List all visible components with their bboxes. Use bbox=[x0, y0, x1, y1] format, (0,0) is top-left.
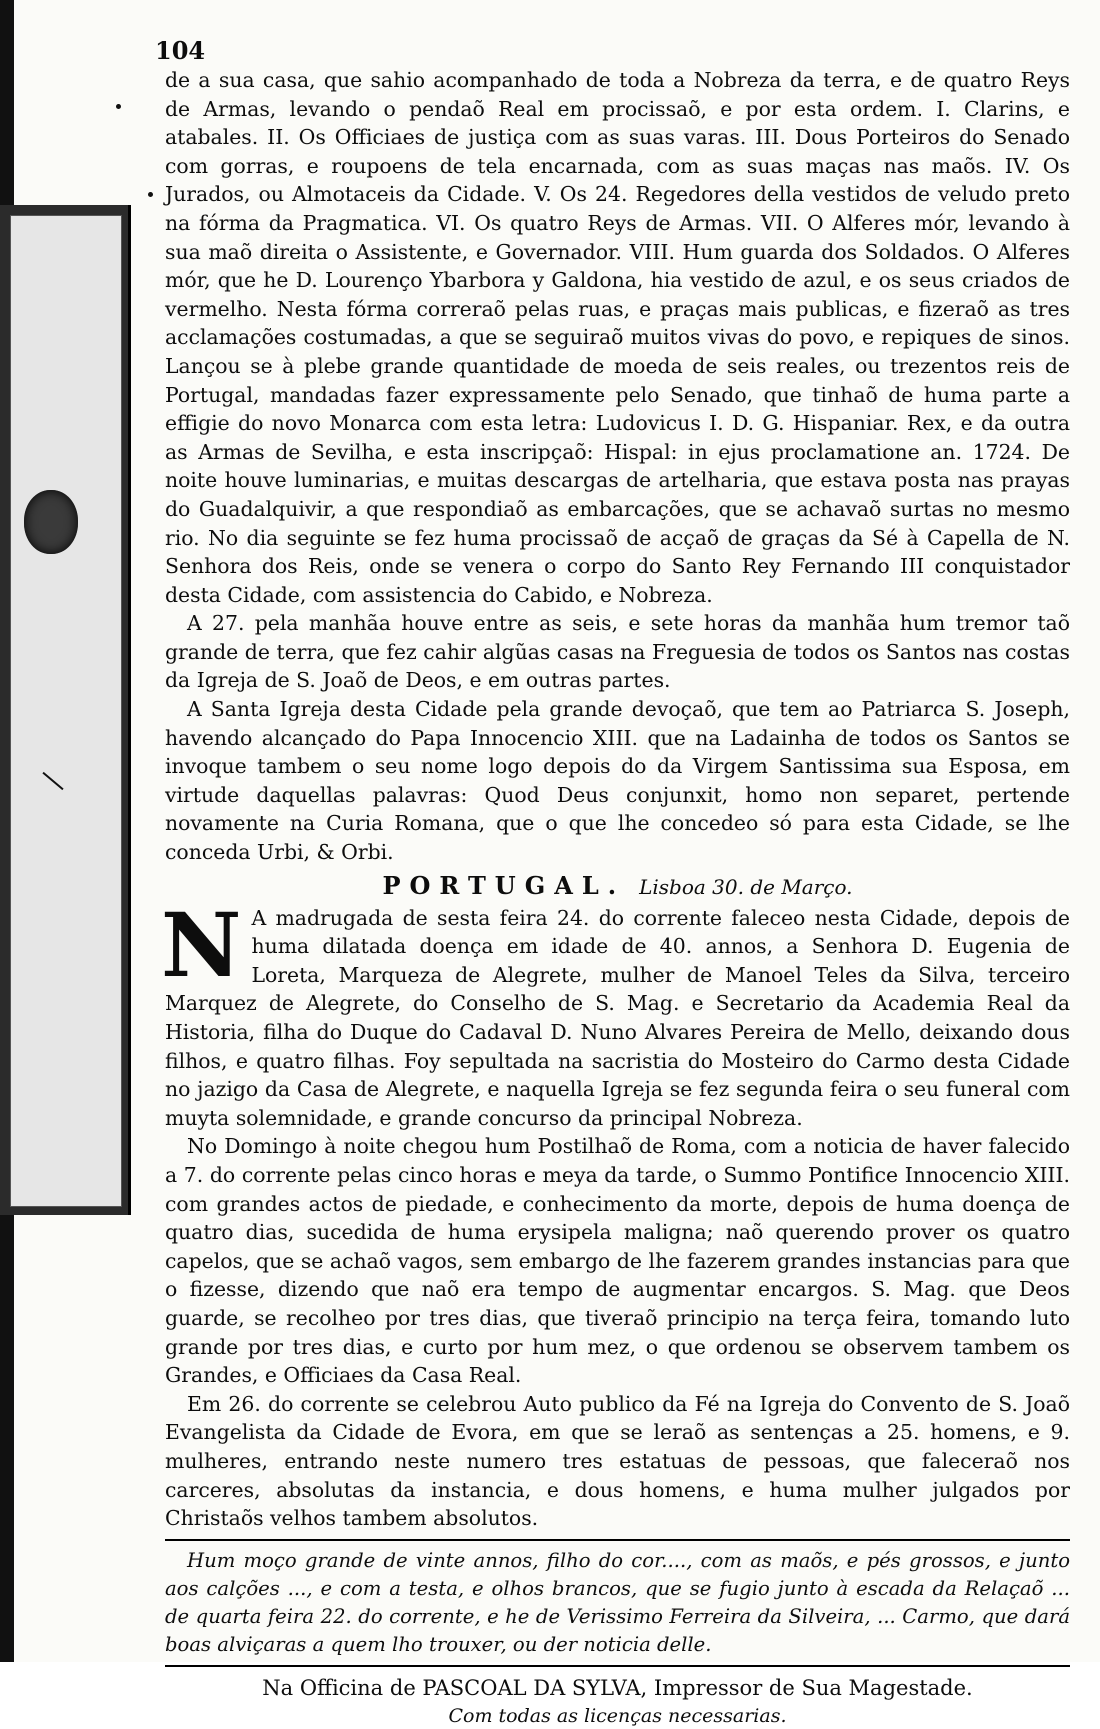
divider-rule bbox=[165, 1539, 1070, 1541]
margin-mark bbox=[148, 192, 153, 197]
article-paragraph-auto-da-fe: Em 26. do corrente se celebrou Auto publico da Fé na Igreja do Convento de S. Joaõ Evangelista da Cidade de Evora, em que se leraõ as sentenças a 25. homens, e 9. mulheres, entrando neste numero tres estatuas de pessoas, que faleceraõ nos carceres, absolutas da instancia, e dous homens, e huma mulher julgados por Christaõs velhos tambem absolutos. bbox=[165, 1391, 1070, 1531]
margin-mark bbox=[116, 104, 121, 109]
margin-mark bbox=[2, 12, 7, 36]
page-number: 104 bbox=[155, 36, 206, 65]
section-title: PORTUGAL. bbox=[382, 870, 626, 900]
notice-paragraph: Hum moço grande de vinte annos, filho do cor...., com as maõs, e pés grossos, e junto aos calções ..., e com a testa, e olhos brancos, que se fugio junto à escada da Relaçaõ ... de quarta feira 22. do corrente, e he de Verissimo Ferreira da Silveira, ... Carmo, que dará boas alviçaras a quem lho trouxer, ou der noticia delle. bbox=[165, 1548, 1070, 1656]
printer-imprint: Na Officina de PASCOAL DA SYLVA, Impressor de Sua Magestade. bbox=[262, 1675, 973, 1700]
article-paragraph-seville: de a sua casa, que sahio acompanhado de toda a Nobreza da terra, e de quatro Reys de Armas, levando o pendaõ Real em procissaõ, e por esta ordem. I. Clarins, e atabales. II. Os Officiaes de justiça com as suas varas. III. Dous Porteiros do Senado com gorras, e roupoens de tela encarnada, com as suas maças nas maõs. IV. Os Jurados, ou Almotaceis da Cidade. V. Os 24. Regedores della vestidos de veludo preto na fórma da Pragmatica. VI. Os quatro Reys de Armas. VII. O Alferes mór, levando à sua maõ direita o Assistente, e Governador. VIII. Hum guarda dos Soldados. O Alferes mór, que he D. Lourenço Ybarbora y Galdona, hia vestido de azul, e os seus criados de vermelho. Nesta fórma correraõ pelas ruas, e praças mais publicas, e fizeraõ as tres acclamações costumadas, a que se seguiraõ muitos vivas do povo, e repiques de sinos. Lançou se à plebe grande quantidade de moeda de seis reales, ou trezentos reis de Portugal, mandadas fazer expressamente pelo Senado, que tinhaõ de huma parte a effigie do novo Monarca com esta letra: Ludovicus I. D. G. Hispaniar. Rex, e da outra as Armas de Sevilha, e esta inscripçaõ: Hispal: in ejus proclamatione an. 1724. De noite houve luminarias, e muitas descargas de artelharia, que estava posta nas prayas do Guadalquivir, a que respondiaõ as embarcações, que se achavaõ surtas no mesmo rio. No dia seguinte se fez huma procissaõ de acçaõ de graças da Sé à Capella de N. Senhora dos Reis, onde se venera o corpo do Santo Rey Fernando III conquistador desta Cidade, com assistencia do Cabido, e Nobreza. bbox=[165, 68, 1070, 607]
text-column bbox=[155, 36, 1070, 1729]
drop-cap: N bbox=[161, 892, 242, 997]
article-paragraph-marquesa: A madrugada de sesta feira 24. do corrente faleceo nesta Cidade, depois de huma dilatada doença em idade de 40. annos, a Senhora D. Eugenia de Loreta, Marqueza de Alegrete, mulher de Manoel Teles da Silva, terceiro Marquez de Alegrete, do Conselho de S. Mag. e Secretario da Academia Real da Historia, filha do Duque do Cadaval D. Nuno Alvares Pereira de Mello, deixando dous filhos, e quatro filhas. Foy sepultada na sacristia do Mosteiro do Carmo desta Cidade no jazigo da Casa de Alegrete, e naquella Igreja se fez segunda feira o seu funeral com muyta solemnidade, e grande concurso da principal Nobreza. bbox=[165, 905, 1070, 1130]
article-paragraph-earthquake: A 27. pela manhãa houve entre as seis, e sete horas da manhãa hum tremor taõ grande de terra, que fez cahir algũas casas na Freguesia de todos os Santos nas costas da Igreja de S. Joaõ de Deos, e em outras partes. bbox=[165, 611, 1070, 693]
ink-blot bbox=[24, 490, 78, 554]
scan-underlying-page bbox=[10, 215, 122, 1207]
license-line: Com todas as licenças necessarias. bbox=[448, 1704, 787, 1727]
section-dateline: Lisboa 30. de Março. bbox=[639, 874, 853, 899]
article-paragraph-st-joseph: A Santa Igreja desta Cidade pela grande devoçaõ, que tem ao Patriarca S. Joseph, havendo alcançado do Papa Innocencio XIII. que na Ladainha de todos os Santos se invoque tambem o seu nome logo depois do da Virgem Santissima sua Esposa, em virtude daquellas palavras: Quod Deus conjunxit, homo non separet, pertende novamente na Curia Romana, que o que lhe concedeo só para esta Cidade, se lhe conceda Urbi, & Orbi. bbox=[165, 697, 1070, 865]
section-heading bbox=[165, 869, 1070, 904]
article-paragraph-pope: No Domingo à noite chegou hum Postilhaõ de Roma, com a noticia de haver falecido a 7. do corrente pelas cinco horas e meya da tarde, o Summo Pontifice Innocencio XIII. com grandes actos de piedade, e conhecimento da morte, depois de huma doença de quatro dias, sucedida de huma erysipela maligna; naõ querendo prover os quatro capelos, que se achaõ vagos, sem embargo de lhe fazerem grandes instancias para que o fizesse, dizendo que naõ era tempo de augmentar encargos. S. Mag. que Deos guarde, se recolheo por tres dias, que tiveraõ principio na terça feira, tomando luto grande por tres dias, e curto por hum mez, o que ordenou se observem tambem os Grandes, e Officiaes da Casa Real. bbox=[165, 1134, 1070, 1388]
article-marquesa bbox=[161, 892, 1070, 1133]
divider-rule bbox=[165, 1665, 1070, 1667]
